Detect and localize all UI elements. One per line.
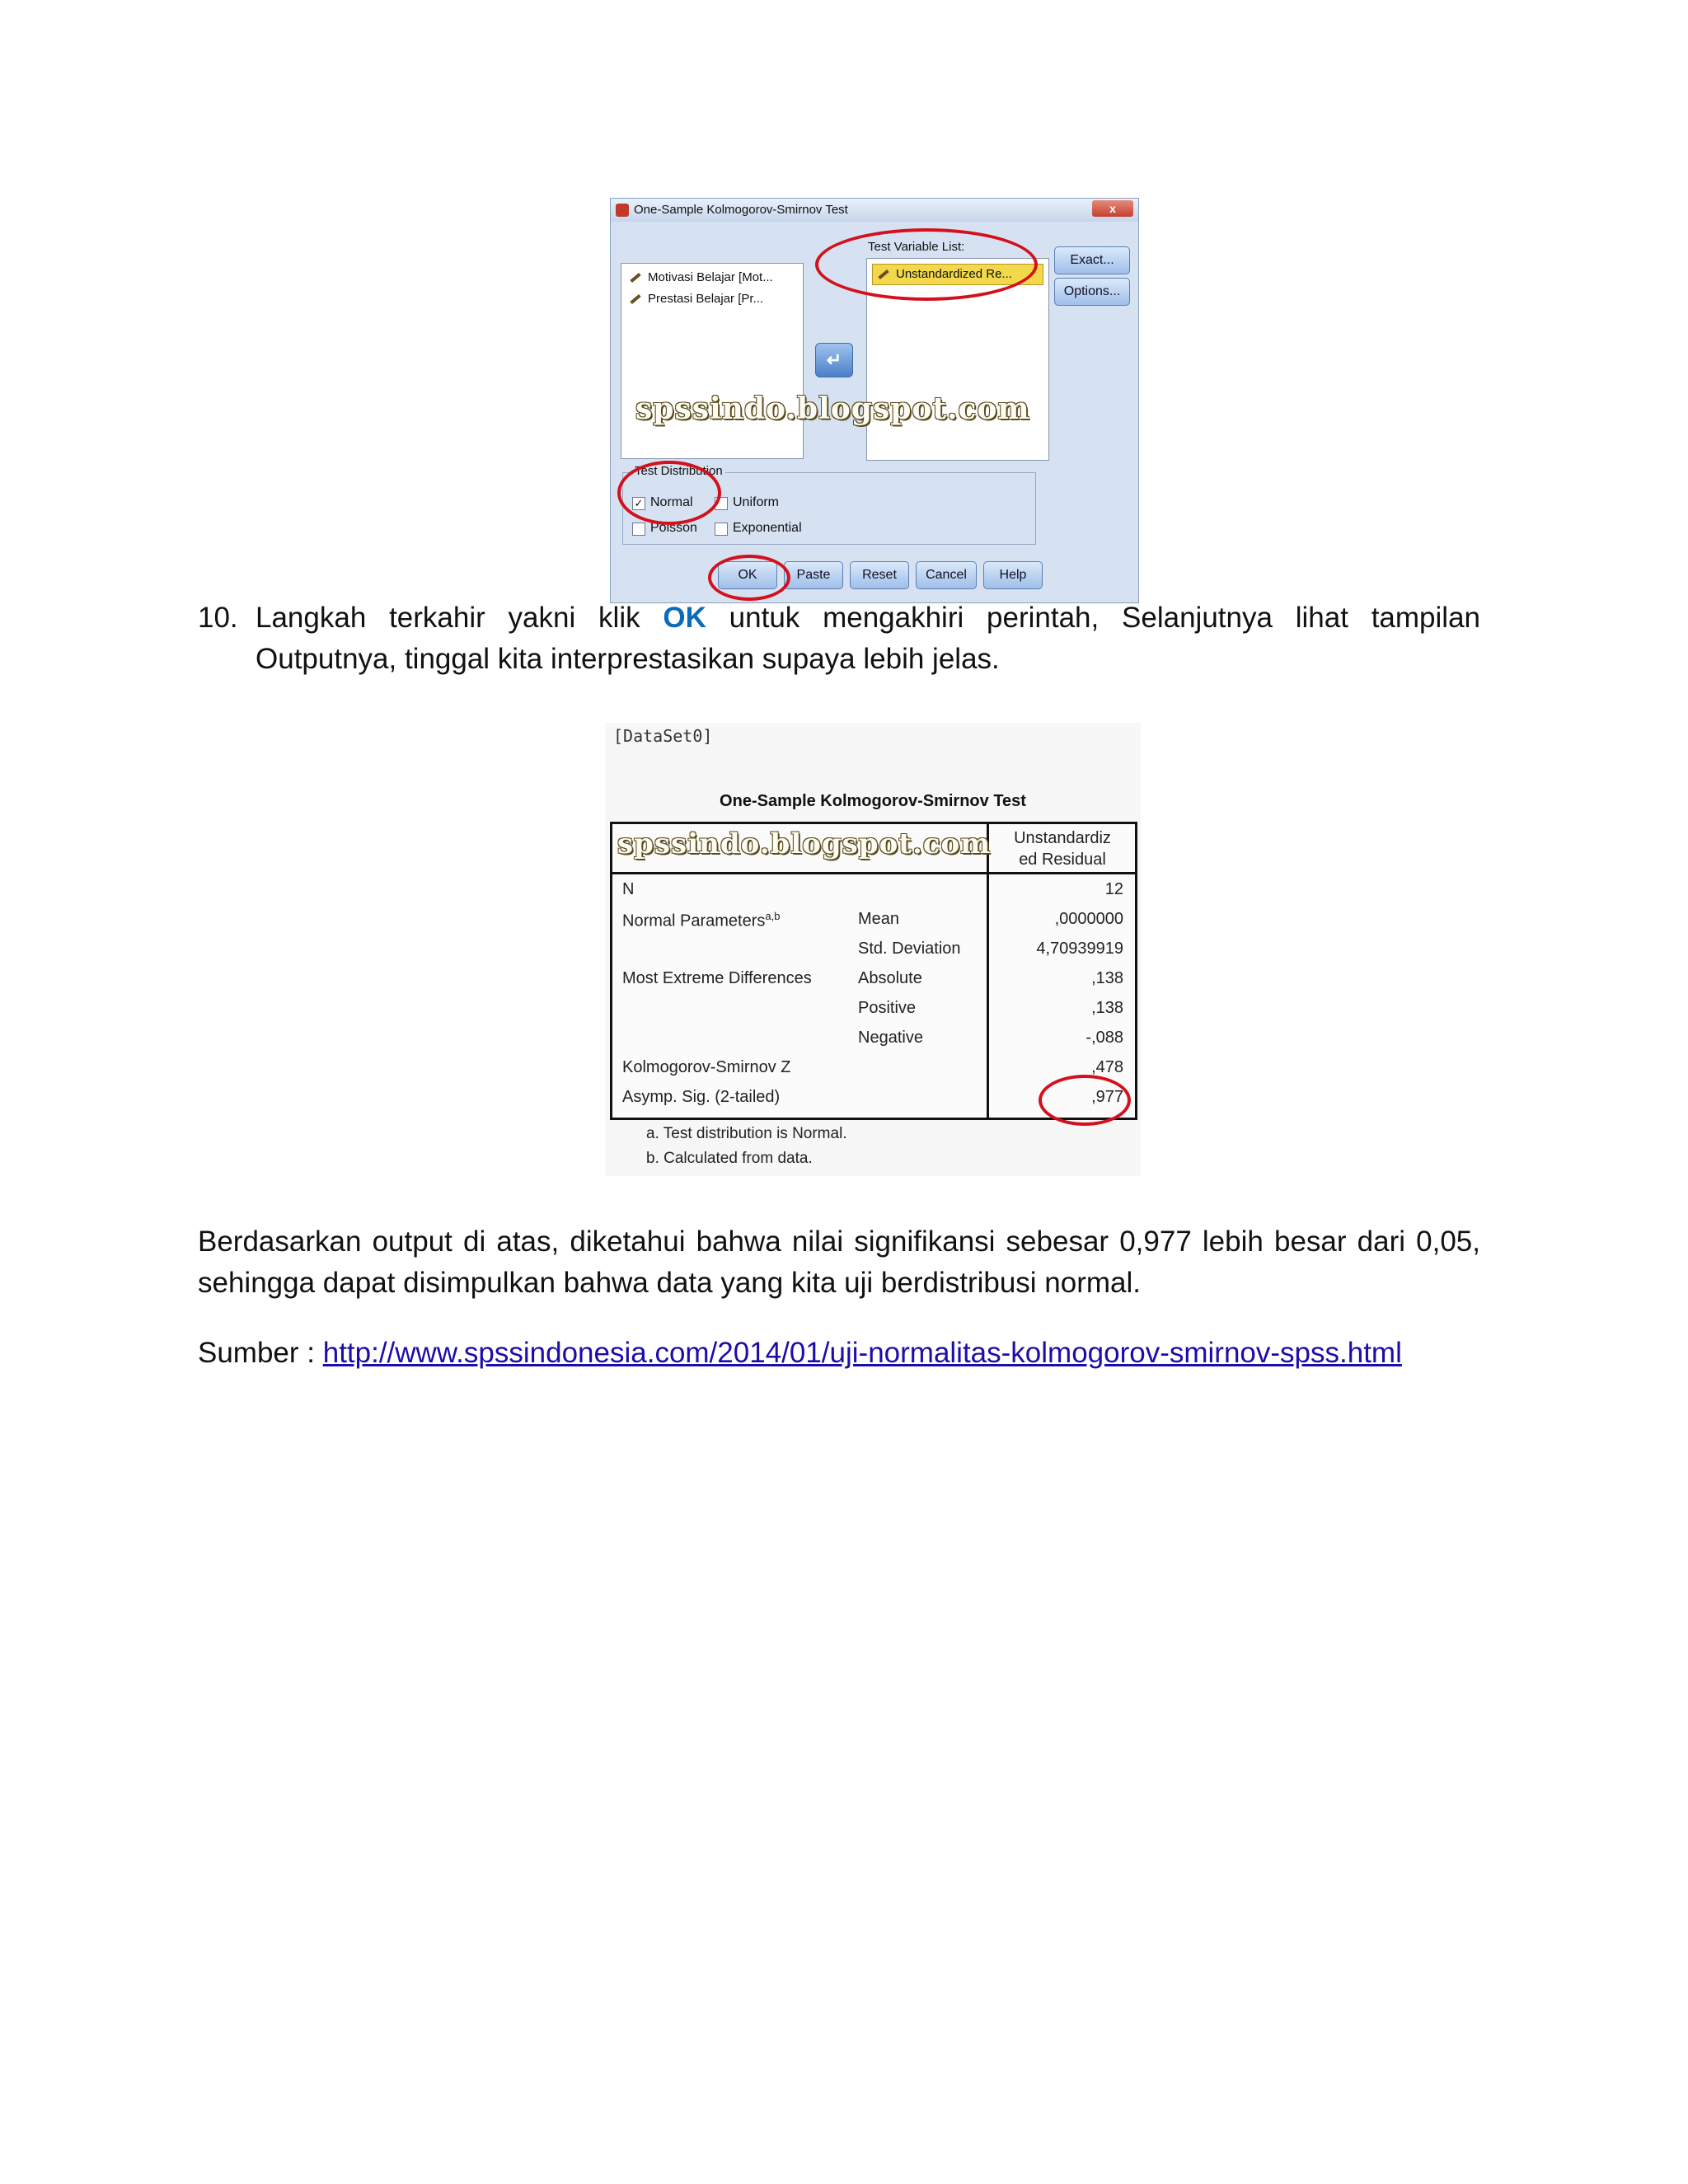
paste-button[interactable]: Paste xyxy=(784,561,843,589)
uniform-label: Uniform xyxy=(733,495,780,509)
header-separator xyxy=(612,872,1135,874)
output-title: One-Sample Kolmogorov-Smirnov Test xyxy=(720,792,1026,810)
list-item[interactable] xyxy=(630,270,773,284)
pencil-icon xyxy=(630,294,640,304)
value-std-deviation: 4,70939919 xyxy=(1036,940,1123,958)
dataset-label: [DataSet0] xyxy=(613,726,713,746)
column-header xyxy=(996,827,1128,870)
value-asymp-sig: ,977 xyxy=(1091,1088,1123,1106)
ks-test-dialog-screenshot xyxy=(610,198,1139,603)
step-number: 10. xyxy=(198,602,238,634)
row-label-ks-z: Kolmogorov-Smirnov Z xyxy=(622,1058,791,1076)
ok-highlight: OK xyxy=(663,602,706,634)
move-variable-button[interactable]: ↵ xyxy=(815,343,853,377)
exponential-label: Exponential xyxy=(733,521,802,535)
watermark: spssindo.blogspot.com xyxy=(617,827,992,860)
test-distribution-label: Test Distribution xyxy=(632,464,725,478)
poisson-checkbox[interactable] xyxy=(632,523,645,536)
footnote-b: b. Calculated from data. xyxy=(646,1150,813,1167)
close-icon[interactable]: x xyxy=(1092,200,1133,217)
ok-button[interactable]: OK xyxy=(718,561,777,589)
row-label-n: N xyxy=(622,880,635,898)
source-link[interactable]: http://www.spssindonesia.com/2014/01/uji-normalitas-kolmogorov-smirnov-spss.html xyxy=(322,1337,1402,1369)
source-variable-1: Motivasi Belajar [Mot... xyxy=(648,270,773,284)
options-button[interactable]: Options... xyxy=(1054,278,1130,306)
poisson-label: Poisson xyxy=(650,521,697,535)
exact-button[interactable]: Exact... xyxy=(1054,246,1130,274)
value-mean: ,0000000 xyxy=(1054,910,1123,928)
value-negative: -,088 xyxy=(1085,1029,1123,1047)
value-positive: ,138 xyxy=(1091,999,1123,1017)
value-n: 12 xyxy=(1104,880,1123,898)
reset-button[interactable]: Reset xyxy=(850,561,909,589)
normal-label: Normal xyxy=(650,495,693,509)
sub-label-std-deviation: Std. Deviation xyxy=(858,940,961,958)
dialog-titlebar xyxy=(611,199,1138,222)
list-item[interactable] xyxy=(630,292,763,306)
help-button[interactable]: Help xyxy=(983,561,1043,589)
normal-checkbox[interactable]: ✓ xyxy=(632,497,645,510)
value-absolute: ,138 xyxy=(1091,969,1123,987)
sub-label-negative: Negative xyxy=(858,1029,923,1047)
source-variable-list[interactable] xyxy=(621,263,804,459)
value-ks-z: ,478 xyxy=(1091,1058,1123,1076)
test-variable-list-label: Test Variable List: xyxy=(868,240,965,254)
spss-output-screenshot xyxy=(605,723,1141,1176)
source-label: Sumber : xyxy=(198,1337,323,1369)
column-header-line-2: ed Residual xyxy=(1019,851,1106,869)
row-label-normal-parameters xyxy=(622,910,780,931)
pencil-icon xyxy=(630,273,640,283)
test-variable-1: Unstandardized Re... xyxy=(896,267,1012,281)
ks-results-table xyxy=(610,822,1137,1120)
step-10-text xyxy=(256,598,1480,680)
sub-label-mean: Mean xyxy=(858,910,900,928)
annotation-circle-normal xyxy=(617,461,721,525)
sub-label-absolute: Absolute xyxy=(858,969,922,987)
annotation-circle-ok xyxy=(708,555,790,601)
row-label-asymp-sig: Asymp. Sig. (2-tailed) xyxy=(622,1088,781,1106)
step-text-before: Langkah terkahir yakni klik xyxy=(256,602,663,634)
footnote-marker: a,b xyxy=(765,910,781,922)
column-header-line-1: Unstandardiz xyxy=(1014,829,1111,847)
watermark: spssindo.blogspot.com xyxy=(635,391,1030,426)
conclusion-paragraph: Berdasarkan output di atas, diketahui bahwa nilai signifikansi sebesar 0,977 lebih besar dari 0,05, sehingga dapat disimpulkan bahwa data yang kita uji berdistribusi normal. xyxy=(198,1226,1480,1299)
sub-label-positive: Positive xyxy=(858,999,917,1017)
step-text-after: untuk mengakhiri perintah, Selanjutnya lihat tampilan Outputnya, tinggal kita interprestasikan supaya lebih jelas. xyxy=(256,602,1480,675)
exponential-checkbox[interactable] xyxy=(715,523,728,536)
annotation-circle-test-variable xyxy=(815,228,1038,301)
annotation-circle-sig xyxy=(1039,1075,1131,1126)
normal-parameters-text: Normal Parameters xyxy=(622,912,766,930)
footnote-a: a. Test distribution is Normal. xyxy=(646,1125,847,1142)
source-variable-2: Prestasi Belajar [Pr... xyxy=(648,292,764,306)
column-separator xyxy=(987,824,989,1118)
cancel-button[interactable]: Cancel xyxy=(916,561,977,589)
row-label-most-extreme: Most Extreme Differences xyxy=(622,969,812,987)
source-line xyxy=(198,1333,1402,1374)
dialog-title: One-Sample Kolmogorov-Smirnov Test xyxy=(634,203,848,217)
spss-app-icon xyxy=(616,204,629,217)
